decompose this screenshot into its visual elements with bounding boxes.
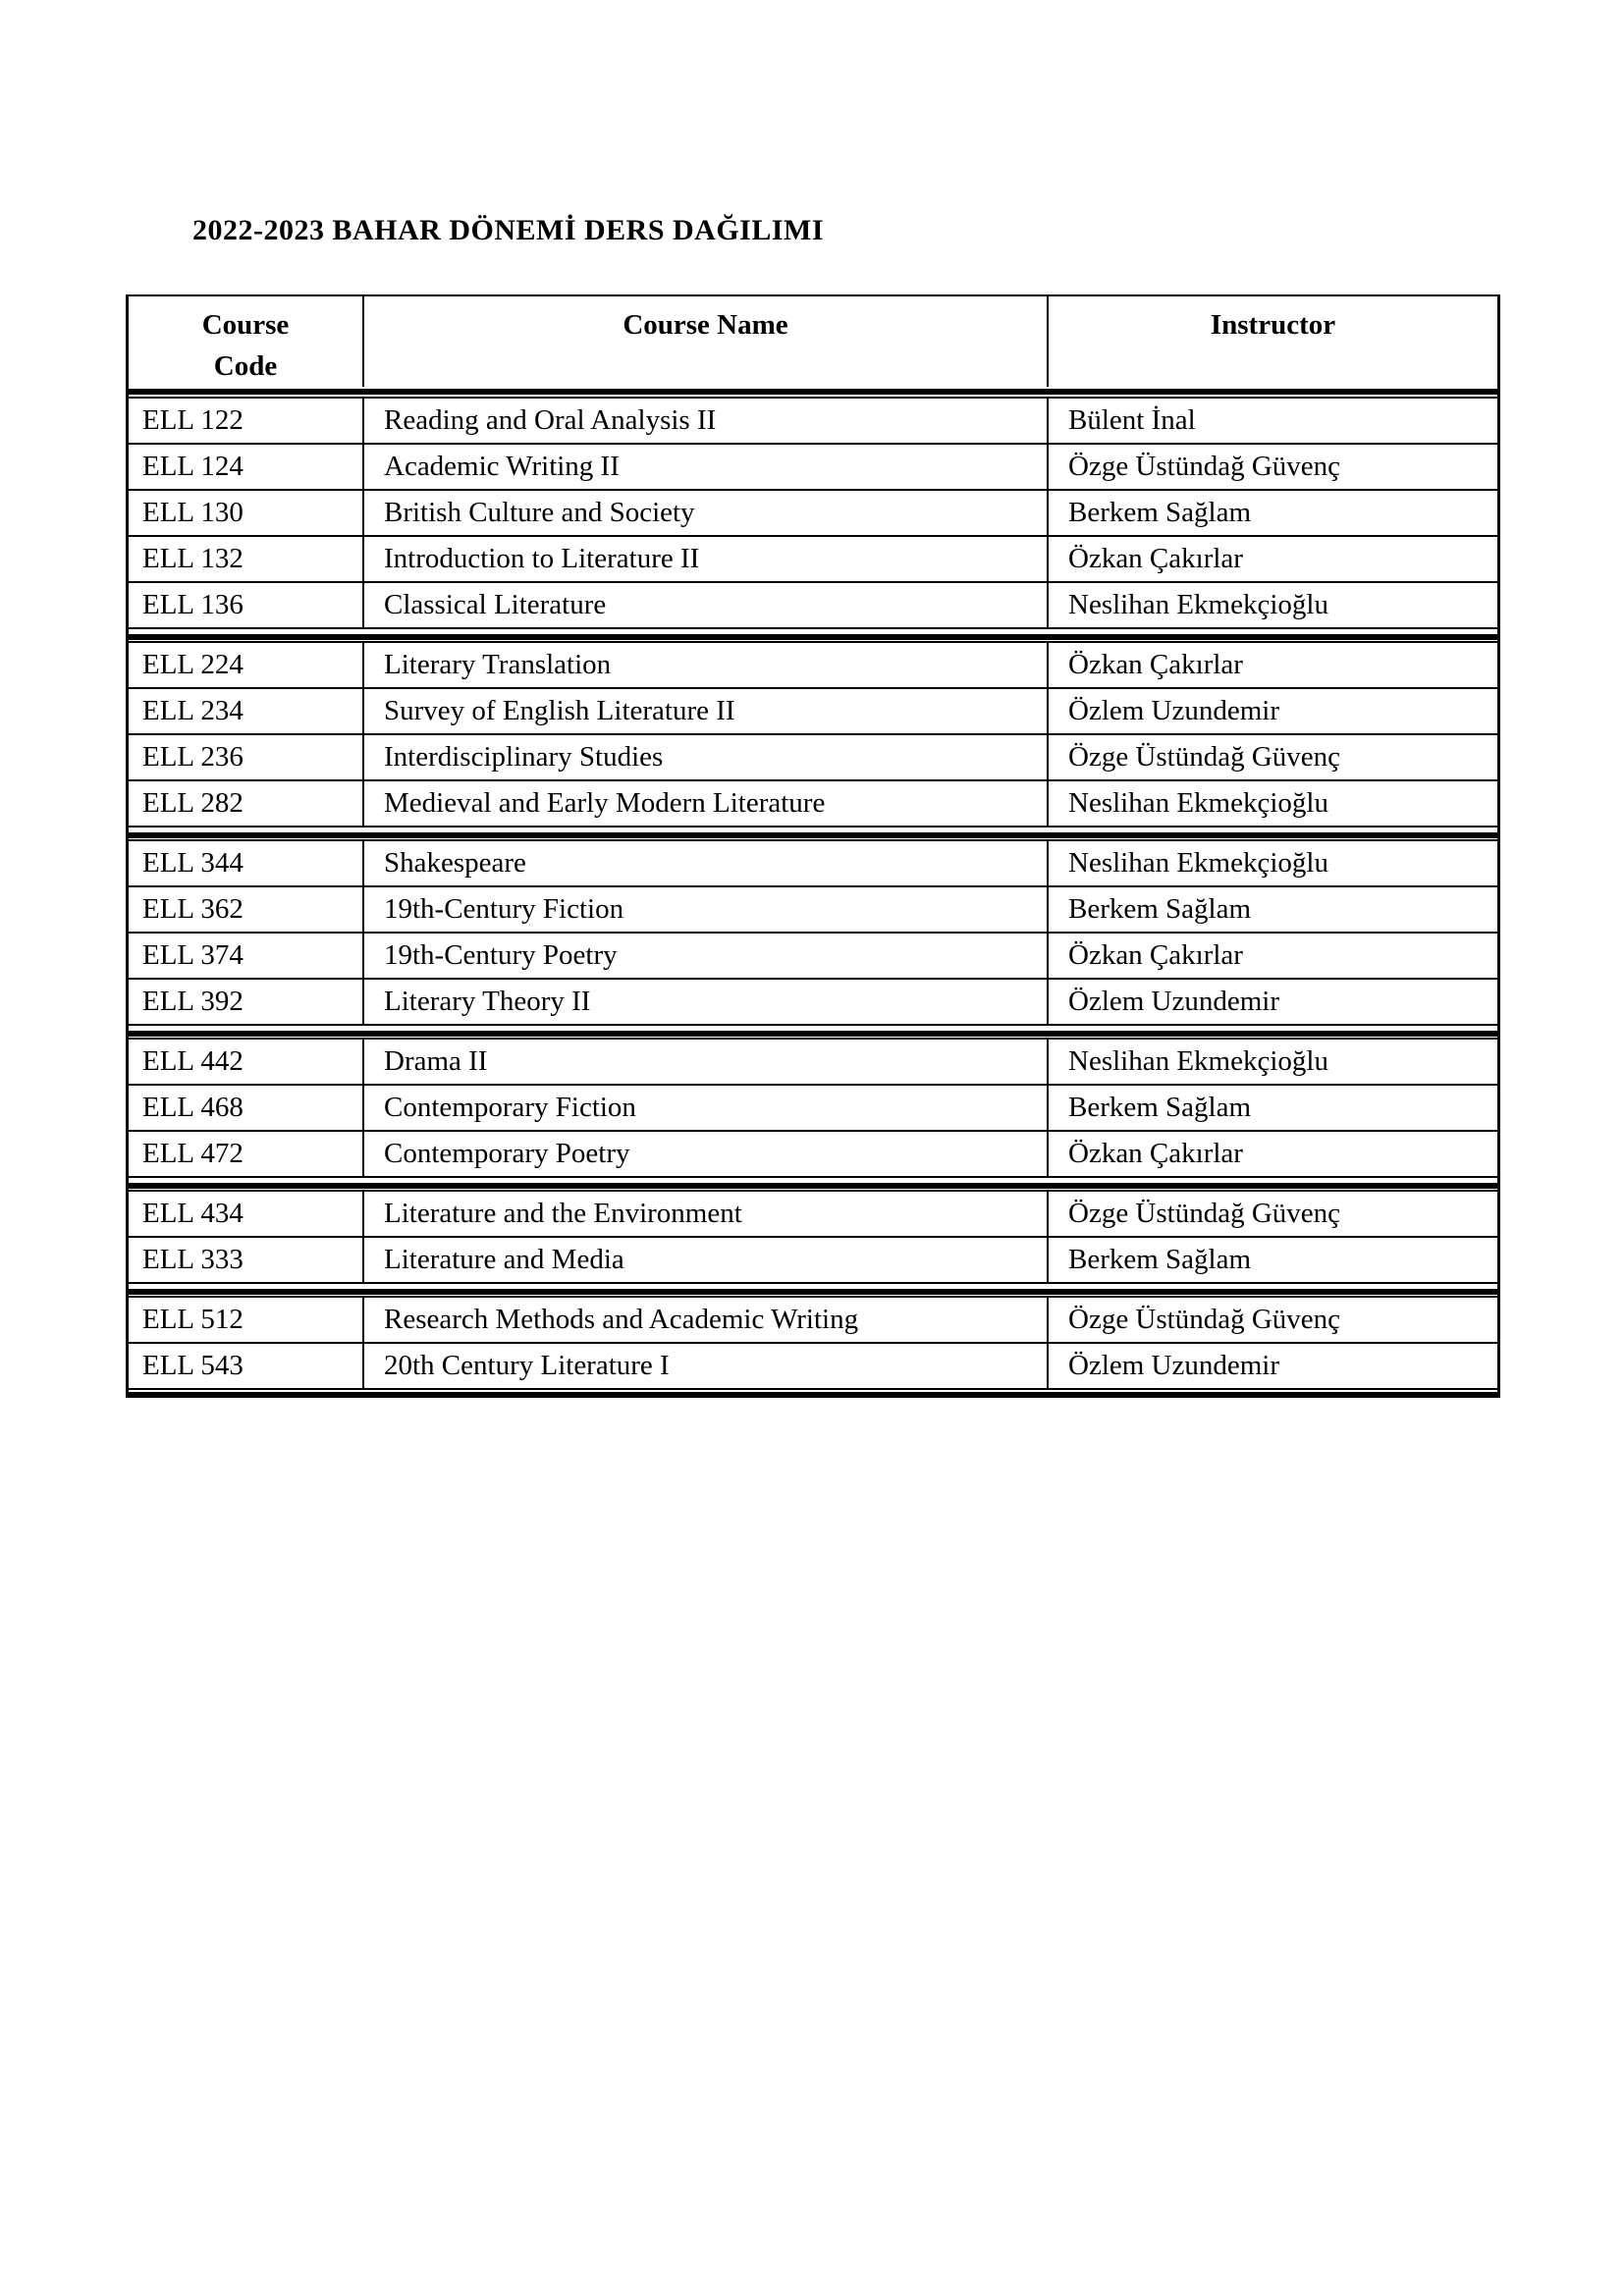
- course-group-100: [129, 399, 1497, 643]
- instructor-cell: Özkan Çakırlar: [1049, 643, 1497, 689]
- instructor-cell: Özge Üstündağ Güvenç: [1049, 1192, 1497, 1238]
- course-group-500: [129, 1298, 1497, 1398]
- table-row: [129, 1298, 1497, 1344]
- table-row: [129, 491, 1497, 537]
- group-separator: [129, 1178, 1497, 1192]
- header-instructor: Instructor: [1210, 309, 1336, 341]
- instructor-cell: Neslihan Ekmekçioğlu: [1049, 1040, 1497, 1086]
- table-row: [129, 1132, 1497, 1178]
- table-row: [129, 445, 1497, 491]
- course-group-400: [129, 1040, 1497, 1192]
- course-name-cell: Literary Translation: [364, 643, 1049, 689]
- table-row: [129, 980, 1497, 1026]
- table-bottom-border: [129, 1390, 1497, 1398]
- header-course-code: [129, 296, 364, 387]
- instructor-cell: Özkan Çakırlar: [1049, 1132, 1497, 1178]
- course-code-cell: ELL 442: [129, 1040, 364, 1086]
- course-name-cell: Shakespeare: [364, 841, 1049, 887]
- table-row: [129, 781, 1497, 828]
- course-code-cell: ELL 124: [129, 445, 364, 491]
- instructor-cell: Berkem Sağlam: [1049, 491, 1497, 537]
- table-row: [129, 934, 1497, 980]
- course-name-cell: Classical Literature: [364, 583, 1049, 629]
- course-code-cell: ELL 374: [129, 934, 364, 980]
- table-row: [129, 399, 1497, 445]
- instructor-cell: Neslihan Ekmekçioğlu: [1049, 781, 1497, 828]
- course-code-cell: ELL 224: [129, 643, 364, 689]
- course-group-300: [129, 841, 1497, 1040]
- group-separator: [129, 629, 1497, 643]
- course-group-200: [129, 643, 1497, 841]
- course-code-cell: ELL 136: [129, 583, 364, 629]
- course-name-cell: Introduction to Literature II: [364, 537, 1049, 583]
- course-name-cell: Survey of English Literature II: [364, 689, 1049, 735]
- course-code-cell: ELL 362: [129, 887, 364, 934]
- table-row: [129, 1192, 1497, 1238]
- course-name-cell: Medieval and Early Modern Literature: [364, 781, 1049, 828]
- course-code-cell: ELL 392: [129, 980, 364, 1026]
- course-name-cell: Literary Theory II: [364, 980, 1049, 1026]
- header-separator-bar: [129, 389, 1497, 395]
- course-name-cell: Literature and Media: [364, 1238, 1049, 1284]
- header-course-code-line1: Course: [201, 309, 290, 341]
- group-separator: [129, 1026, 1497, 1040]
- course-name-cell: Contemporary Poetry: [364, 1132, 1049, 1178]
- table-row: [129, 583, 1497, 629]
- instructor-cell: Berkem Sağlam: [1049, 1086, 1497, 1132]
- course-code-cell: ELL 236: [129, 735, 364, 781]
- instructor-cell: Neslihan Ekmekçioğlu: [1049, 841, 1497, 887]
- instructor-cell: Özlem Uzundemir: [1049, 1344, 1497, 1390]
- course-code-cell: ELL 472: [129, 1132, 364, 1178]
- course-code-cell: ELL 344: [129, 841, 364, 887]
- group-separator-bar: [129, 832, 1497, 838]
- instructor-cell: Bülent İnal: [1049, 399, 1497, 445]
- course-name-cell: 20th Century Literature I: [364, 1344, 1049, 1390]
- course-name-cell: Literature and the Environment: [364, 1192, 1049, 1238]
- group-separator-bar: [129, 1031, 1497, 1037]
- instructor-cell: Berkem Sağlam: [1049, 887, 1497, 934]
- header-course-code-line2: Code: [213, 350, 278, 382]
- course-code-cell: ELL 468: [129, 1086, 364, 1132]
- course-name-cell: 19th-Century Poetry: [364, 934, 1049, 980]
- course-name-cell: Interdisciplinary Studies: [364, 735, 1049, 781]
- table-row: [129, 1086, 1497, 1132]
- table-header: [129, 296, 1497, 399]
- table-row: [129, 735, 1497, 781]
- group-separator-bar: [129, 1183, 1497, 1189]
- table-row: [129, 841, 1497, 887]
- group-separator: [129, 1284, 1497, 1298]
- course-code-cell: ELL 132: [129, 537, 364, 583]
- table-row: [129, 1238, 1497, 1284]
- course-name-cell: British Culture and Society: [364, 491, 1049, 537]
- header-course-name: Course Name: [364, 296, 1049, 387]
- course-name-cell: 19th-Century Fiction: [364, 887, 1049, 934]
- group-separator: [129, 828, 1497, 841]
- course-code-cell: ELL 512: [129, 1298, 364, 1344]
- course-table: [126, 294, 1500, 1398]
- course-code-cell: ELL 130: [129, 491, 364, 537]
- table-row: [129, 1040, 1497, 1086]
- instructor-cell: Neslihan Ekmekçioğlu: [1049, 583, 1497, 629]
- course-name-cell: Reading and Oral Analysis II: [364, 399, 1049, 445]
- instructor-cell: Özlem Uzundemir: [1049, 980, 1497, 1026]
- course-code-cell: ELL 333: [129, 1238, 364, 1284]
- course-code-cell: ELL 234: [129, 689, 364, 735]
- header-separator: [129, 387, 1497, 399]
- document-title: 2022-2023 BAHAR DÖNEMİ DERS DAĞILIMI: [192, 214, 825, 246]
- instructor-cell: Özkan Çakırlar: [1049, 537, 1497, 583]
- table-row: [129, 643, 1497, 689]
- course-code-cell: ELL 122: [129, 399, 364, 445]
- table-row: [129, 689, 1497, 735]
- course-name-cell: Research Methods and Academic Writing: [364, 1298, 1049, 1344]
- group-separator-bar: [129, 1289, 1497, 1295]
- course-code-cell: ELL 543: [129, 1344, 364, 1390]
- instructor-cell: Özge Üstündağ Güvenç: [1049, 445, 1497, 491]
- course-code-cell: ELL 282: [129, 781, 364, 828]
- course-name-cell: Contemporary Fiction: [364, 1086, 1049, 1132]
- course-code-cell: ELL 434: [129, 1192, 364, 1238]
- table-row: [129, 887, 1497, 934]
- instructor-cell: Özlem Uzundemir: [1049, 689, 1497, 735]
- instructor-cell: Özge Üstündağ Güvenç: [1049, 1298, 1497, 1344]
- instructor-cell: Berkem Sağlam: [1049, 1238, 1497, 1284]
- instructor-cell: Özge Üstündağ Güvenç: [1049, 735, 1497, 781]
- header-row: [129, 296, 1497, 387]
- course-name-cell: Academic Writing II: [364, 445, 1049, 491]
- course-name-cell: Drama II: [364, 1040, 1049, 1086]
- table-row: [129, 1344, 1497, 1390]
- table-row: [129, 537, 1497, 583]
- course-group-electives: [129, 1192, 1497, 1298]
- instructor-cell: Özkan Çakırlar: [1049, 934, 1497, 980]
- group-separator-bar: [129, 634, 1497, 640]
